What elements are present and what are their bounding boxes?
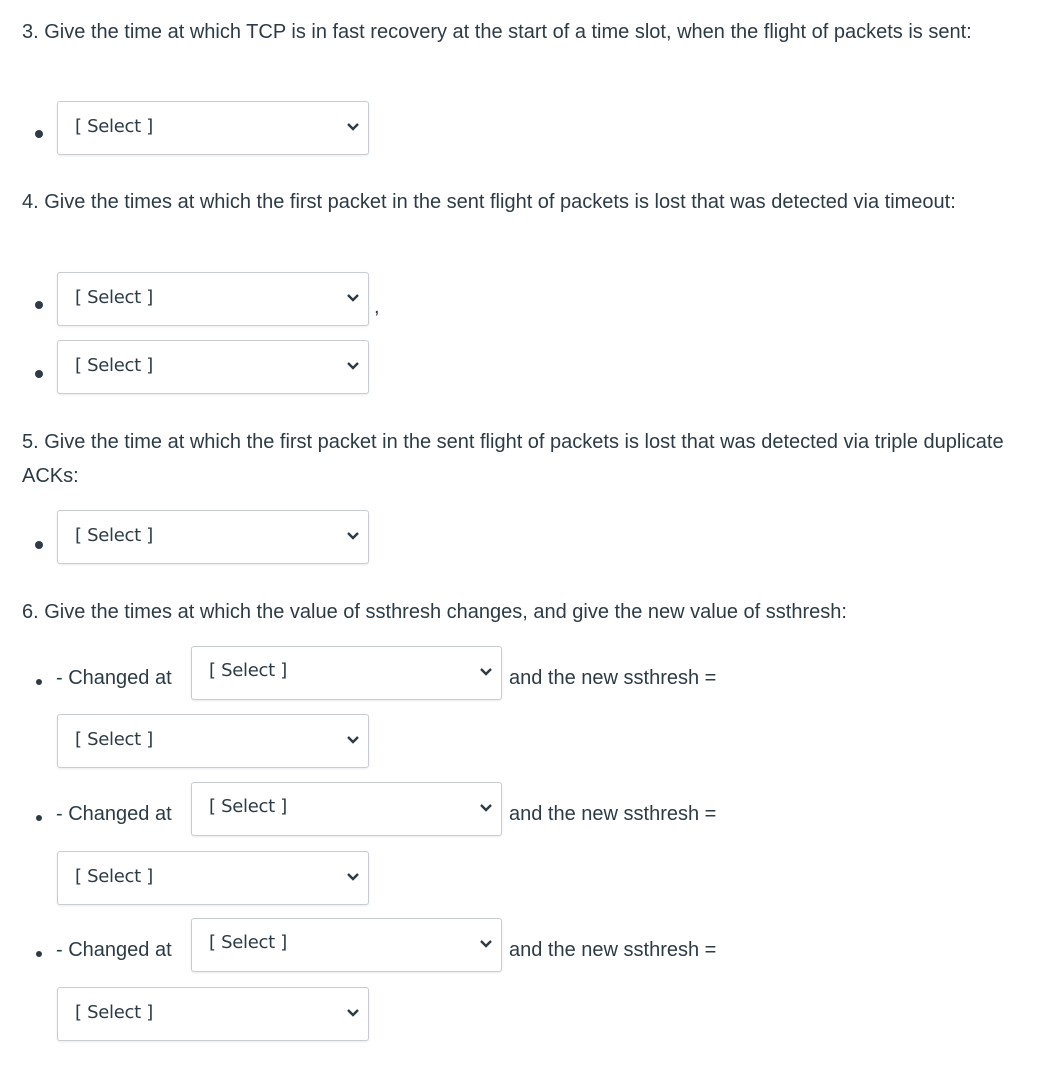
list-bullet <box>35 301 43 309</box>
list-bullet <box>35 370 43 378</box>
list-bullet <box>36 815 42 821</box>
q6-row3-ssthresh-select[interactable] <box>57 987 369 1041</box>
select-value: [ Select ] <box>75 525 154 546</box>
select-value: [ Select ] <box>209 796 288 817</box>
select-value: [ Select ] <box>75 1002 154 1023</box>
q3-time-select[interactable] <box>57 101 369 155</box>
select-value: [ Select ] <box>209 932 288 953</box>
new-ssthresh-label: and the new ssthresh = <box>509 803 717 825</box>
select-value: [ Select ] <box>75 355 154 376</box>
chevron-down-icon <box>346 872 360 882</box>
chevron-down-icon <box>346 1008 360 1018</box>
question-5-text: 5. Give the time at which the first packet in the sent flight of packets is lost that was detected via triple duplicate ACKs: <box>22 431 1004 487</box>
select-value: [ Select ] <box>209 660 288 681</box>
list-bullet <box>35 130 43 138</box>
q6-row3-time-select[interactable] <box>191 918 502 972</box>
q6-row2-time-select[interactable] <box>191 782 502 836</box>
q6-row1-ssthresh-select[interactable] <box>57 714 369 768</box>
changed-at-label: - Changed at <box>56 667 172 689</box>
q6-row1-time-select[interactable] <box>191 646 502 700</box>
new-ssthresh-label: and the new ssthresh = <box>509 667 717 689</box>
question-4-text: 4. Give the times at which the first packet in the sent flight of packets is lost that was detected via timeout: <box>22 191 956 213</box>
list-bullet <box>35 541 43 549</box>
changed-at-label: - Changed at <box>56 803 172 825</box>
chevron-down-icon <box>346 122 360 132</box>
question-3-text: 3. Give the time at which TCP is in fast recovery at the start of a time slot, when the flight of packets is sent: <box>22 21 972 43</box>
chevron-down-icon <box>346 735 360 745</box>
chevron-down-icon <box>479 939 493 949</box>
chevron-down-icon <box>346 531 360 541</box>
select-value: [ Select ] <box>75 866 154 887</box>
chevron-down-icon <box>346 293 360 303</box>
q5-time-select[interactable] <box>57 510 369 564</box>
q6-row2-ssthresh-select[interactable] <box>57 851 369 905</box>
chevron-down-icon <box>479 803 493 813</box>
select-value: [ Select ] <box>75 116 154 137</box>
q4-separator: , <box>374 296 380 318</box>
q4-time-select-1[interactable] <box>57 272 369 326</box>
q4-time-select-2[interactable] <box>57 340 369 394</box>
question-6-text: 6. Give the times at which the value of ssthresh changes, and give the new value of ssthresh: <box>22 601 847 623</box>
select-value: [ Select ] <box>75 729 154 750</box>
changed-at-label: - Changed at <box>56 939 172 961</box>
select-value: [ Select ] <box>75 287 154 308</box>
list-bullet <box>36 679 42 685</box>
chevron-down-icon <box>479 667 493 677</box>
new-ssthresh-label: and the new ssthresh = <box>509 939 717 961</box>
chevron-down-icon <box>346 361 360 371</box>
list-bullet <box>36 951 42 957</box>
